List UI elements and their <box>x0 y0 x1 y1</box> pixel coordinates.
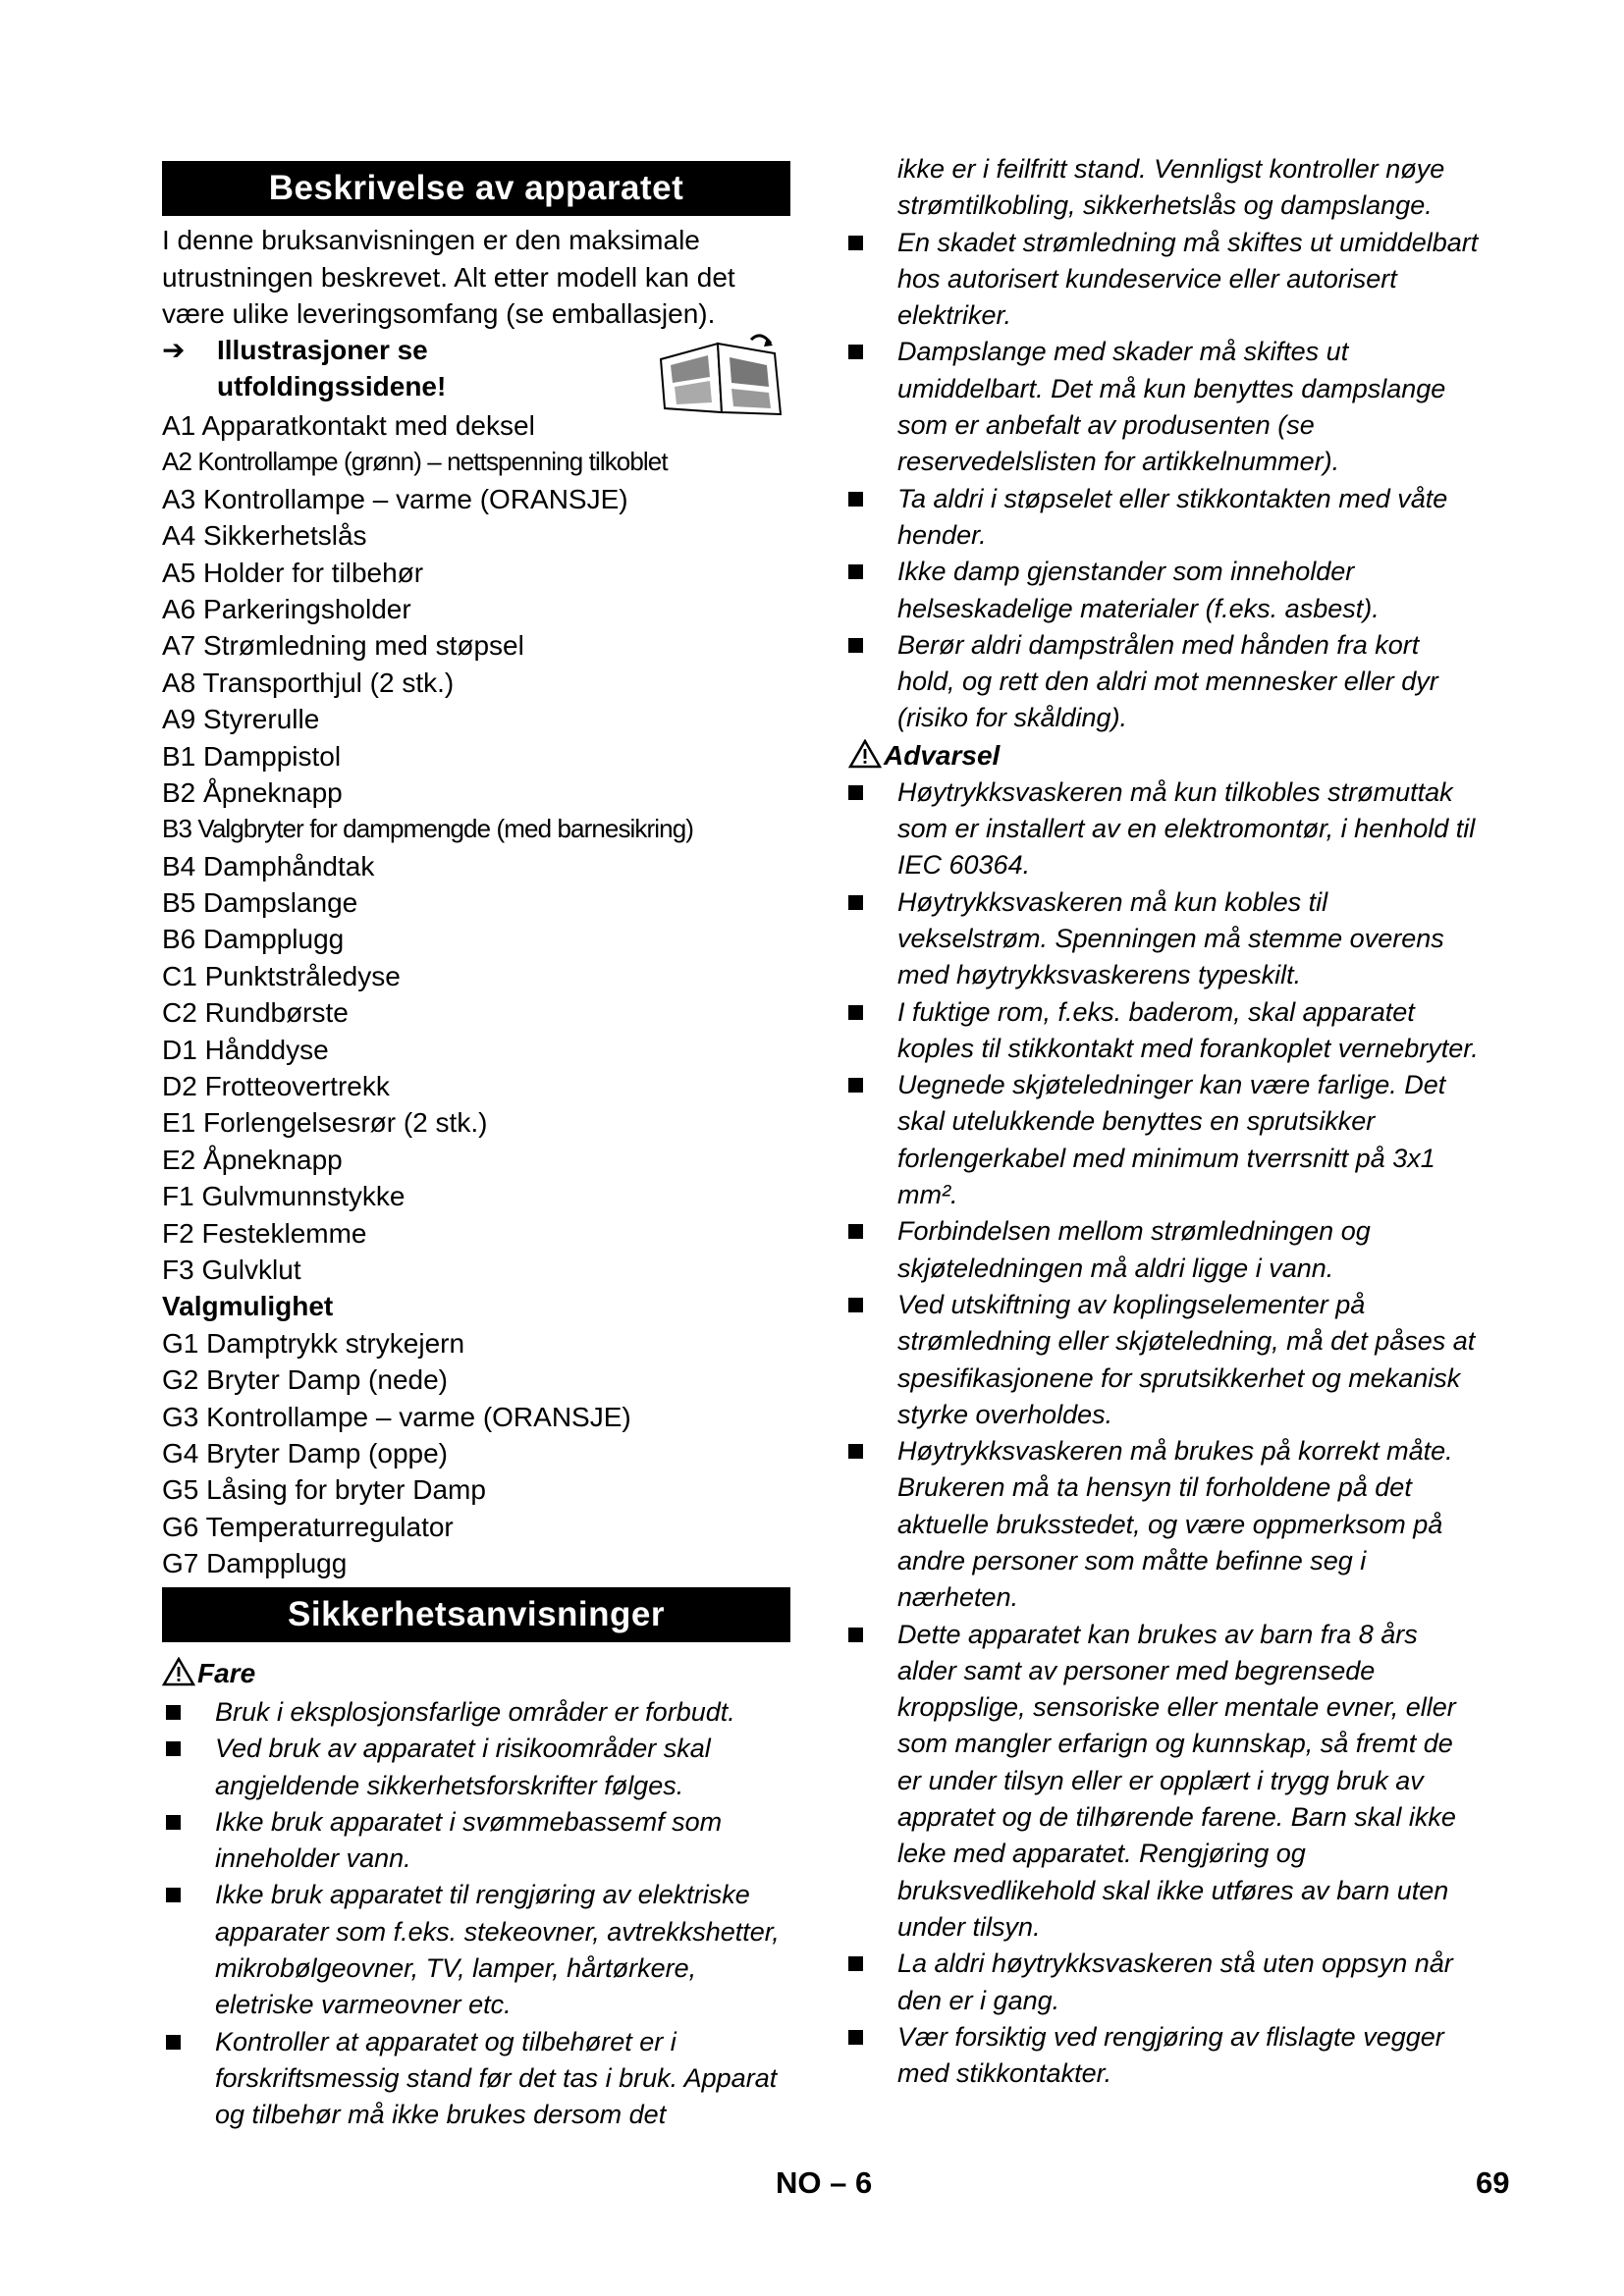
list-item: G6 Temperaturregulator <box>162 1511 454 1542</box>
list-item: B2 Åpneknapp <box>162 776 343 808</box>
list-item: D1 Hånddyse <box>162 1034 329 1065</box>
danger-heading <box>162 1655 790 1692</box>
list-item: F1 Gulvmunnstykke <box>162 1181 406 1212</box>
bullet-square-icon <box>848 1078 863 1093</box>
list-item: A4 Sikkerhetslås <box>162 520 367 552</box>
list-item: C2 Rundbørste <box>162 997 349 1029</box>
list-item: B6 Dampplugg <box>162 924 345 955</box>
section-title-description: Beskrivelse av apparatet <box>162 161 790 216</box>
bullet-square-icon <box>848 1224 863 1239</box>
list-item: A1 Apparatkontakt med deksel <box>162 410 535 441</box>
list-item: Ikke damp gjenstander som inneholder helseskadelige materialer (f.eks. asbest). <box>844 554 1483 627</box>
list-item: Høytrykksvaskeren må kun tilkobles strømuttak som er installert av en elektromontør, i henhold til IEC 60364. <box>844 774 1483 884</box>
list-item: Ved utskiftning av koplingselementer på strømledning eller skjøteledning, må det påses at spesifikasjonene for sprutsikkerhet og mekanisk styrke overholdes. <box>844 1287 1483 1433</box>
list-item: Kontroller at apparatet og tilbehøret er i forskriftsmessig stand før det tas i bruk. Apparat og tilbehør må ikke brukes dersom det <box>162 2024 790 2134</box>
warning-triangle-icon <box>162 1657 195 1686</box>
bullet-square-icon <box>848 1956 863 1971</box>
list-item: B3 Valgbryter for dampmengde (med barnesikring) <box>162 814 694 844</box>
arrow-right-icon: ➔ <box>162 335 186 365</box>
list-item: G1 Damptrykk strykejern <box>162 1327 465 1359</box>
list-item: Uegnede skjøteledninger kan være farlige. Det skal utelukkende benyttes en sprutsikker forlengerkabel med minimum tverrsnitt på 3x1 mm². <box>844 1067 1483 1213</box>
section-page-label: NO – 6 <box>776 2165 873 2200</box>
list-item: E2 Åpneknapp <box>162 1144 343 1175</box>
list-item: D2 Frotteovertrekk <box>162 1071 390 1102</box>
list-item: B5 Dampslange <box>162 887 358 919</box>
danger-list-left <box>162 1694 790 2134</box>
warning-triangle-icon <box>848 739 882 769</box>
warning-list <box>844 774 1483 2093</box>
warning-heading <box>844 737 1483 774</box>
bullet-square-icon <box>848 785 863 800</box>
list-item: F2 Festeklemme <box>162 1217 367 1249</box>
list-item: Dampslange med skader må skiftes ut umiddelbart. Det må kun benyttes dampslange som er anbefalt av produsenten (se reservedelslisten for artikkelnummer). <box>844 334 1483 480</box>
bullet-square-icon <box>848 564 863 579</box>
list-item: Bruk i eksplosjonsfarlige områder er forbudt. <box>162 1694 790 1731</box>
warning-heading-text: Advarsel <box>884 739 1001 771</box>
bullet-square-icon <box>848 492 863 507</box>
list-item: A5 Holder for tilbehør <box>162 557 424 588</box>
list-item: Ikke bruk apparatet til rengjøring av elektriske apparater som f.eks. stekeovner, avtrekkshetter, mikrobølgeovner, TV, lamper, hårtørkere, eletriske varmeovner etc. <box>162 1877 790 2023</box>
list-item: La aldri høytrykksvaskeren stå uten oppsyn når den er i gang. <box>844 1946 1483 2019</box>
list-item: F3 Gulvklut <box>162 1254 301 1285</box>
list-item: A6 Parkeringsholder <box>162 593 411 624</box>
list-item: A8 Transporthjul (2 stk.) <box>162 667 455 698</box>
list-item: G4 Bryter Damp (oppe) <box>162 1437 448 1468</box>
intro-paragraph: I denne bruksanvisningen er den maksimale utrustningen beskrevet. Alt etter modell kan det være ulike leveringsomfang (se emballasjen). <box>162 225 735 329</box>
list-item: G2 Bryter Damp (nede) <box>162 1364 448 1396</box>
list-item: Ved bruk av apparatet i risikoområder skal angjeldende sikkerhetsforskrifter følges. <box>162 1731 790 1804</box>
page-number: 69 <box>1476 2165 1510 2200</box>
list-item: A2 Kontrollampe (grønn) – nettspenning tilkoblet <box>162 447 668 477</box>
illustration-note-text: Illustrasjoner se utfoldingssidene! <box>217 335 447 401</box>
danger-list-right <box>844 225 1483 737</box>
list-item: G3 Kontrollampe – varme (ORANSJE) <box>162 1401 631 1432</box>
list-item: Dette apparatet kan brukes av barn fra 8 års alder samt av personer med begrensede kroppslige, sensoriske eller mentale evner, eller som mangler erfarign og kunnskap, så fremt de er under tilsyn eller er opplært i trygg bruk av appratet og de tilhørende farene. Barn skal ikke leke med apparatet. Rengjøring og bruksvedlikehold skal ikke utføres av barn uten under tilsyn. <box>844 1617 1483 1947</box>
bullet-square-icon <box>848 638 863 653</box>
list-item: E1 Forlengelsesrør (2 stk.) <box>162 1107 488 1139</box>
bullet-square-icon <box>848 345 863 359</box>
list-item: A9 Styrerulle <box>162 704 320 735</box>
section-title-safety: Sikkerhetsanvisninger <box>162 1587 790 1642</box>
bullet-square-icon <box>848 1298 863 1312</box>
bullet-square-icon <box>848 1444 863 1459</box>
optional-heading: Valgmulighet <box>162 1291 334 1322</box>
danger-continuation: ikke er i feilfritt stand. Vennligst kontroller nøye strømtilkobling, sikkerhetslås og dampslange. <box>897 154 1445 221</box>
list-item: Forbindelsen mellom strømledningen og skjøteledningen må aldri ligge i vann. <box>844 1213 1483 1287</box>
open-book-icon <box>653 326 790 420</box>
bullet-square-icon <box>848 895 863 910</box>
list-item: B1 Damppistol <box>162 740 342 772</box>
list-item: I fuktige rom, f.eks. baderom, skal apparatet koples til stikkontakt med forankoplet vernebryter. <box>844 994 1483 1068</box>
list-item: A3 Kontrollampe – varme (ORANSJE) <box>162 483 628 514</box>
list-item: Berør aldri dampstrålen med hånden fra kort hold, og rett den aldri mot mennesker eller dyr (risiko for skålding). <box>844 627 1483 737</box>
bullet-square-icon <box>166 1741 181 1756</box>
bullet-square-icon <box>848 2030 863 2045</box>
list-item: Ikke bruk apparatet i svømmebassemf som inneholder vann. <box>162 1804 790 1878</box>
danger-heading-text: Fare <box>197 1658 256 1688</box>
bullet-square-icon <box>848 1628 863 1642</box>
parts-list <box>162 407 790 1582</box>
list-item: Høytrykksvaskeren må brukes på korrekt måte. Brukeren må ta hensyn til forholdene på det aktuelle bruksstedet, og være oppmerksom på andre personer som måtte befinne seg i nærheten. <box>844 1433 1483 1616</box>
list-item: Vær forsiktig ved rengjøring av flislagte vegger med stikkontakter. <box>844 2019 1483 2093</box>
list-item: En skadet strømledning må skiftes ut umiddelbart hos autorisert kundeservice eller autorisert elektriker. <box>844 225 1483 335</box>
list-item: A7 Strømledning med støpsel <box>162 630 524 662</box>
bullet-square-icon <box>166 1815 181 1830</box>
bullet-square-icon <box>166 2035 181 2050</box>
list-item: Ta aldri i støpselet eller stikkontakten med våte hender. <box>844 481 1483 555</box>
bullet-square-icon <box>166 1705 181 1720</box>
list-item: C1 Punktstråledyse <box>162 960 401 991</box>
right-column-content <box>844 151 1483 2092</box>
list-item: G7 Dampplugg <box>162 1548 348 1579</box>
bullet-square-icon <box>848 236 863 250</box>
list-item: G5 Låsing for bryter Damp <box>162 1474 486 1506</box>
bullet-square-icon <box>166 1888 181 1902</box>
bullet-square-icon <box>848 1005 863 1020</box>
list-item: B4 Damphåndtak <box>162 850 375 881</box>
illustration-note <box>162 332 790 410</box>
list-item: Høytrykksvaskeren må kun kobles til vekselstrøm. Spenningen må stemme overens med høytrykksvaskerens typeskilt. <box>844 884 1483 994</box>
